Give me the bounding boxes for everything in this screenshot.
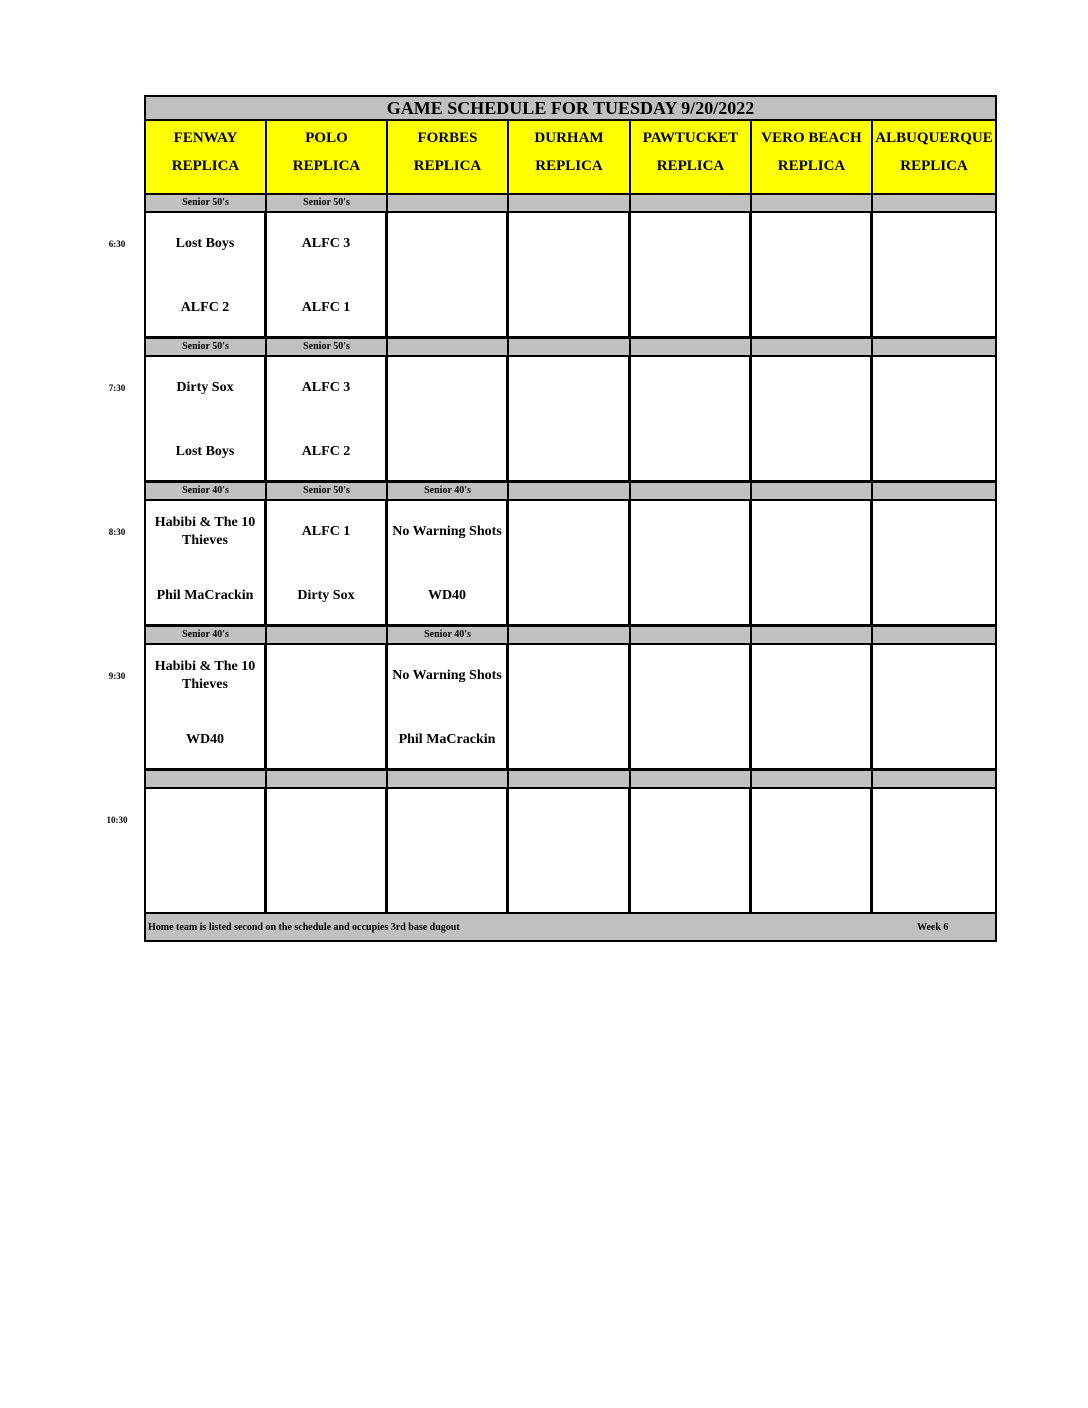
- division-label: [509, 483, 631, 501]
- game-cell: [631, 501, 752, 627]
- home-team: [267, 853, 385, 915]
- field-subtitle: REPLICA: [656, 158, 725, 174]
- division-label: Senior 50's: [267, 195, 388, 213]
- game-cell: [509, 645, 631, 771]
- time-label: 6:30: [108, 239, 126, 249]
- game-cell: [267, 645, 388, 771]
- away-team: [631, 501, 749, 563]
- home-team: Lost Boys: [175, 444, 235, 459]
- away-team: Habibi & The 10 Thieves: [154, 515, 256, 548]
- game-cell: [752, 789, 873, 915]
- field-header: [146, 121, 267, 195]
- field-header: [873, 121, 995, 195]
- away-team: [509, 501, 628, 563]
- home-team: [752, 565, 870, 627]
- home-team: [752, 277, 870, 339]
- away-team: [752, 213, 870, 275]
- home-team: [509, 853, 628, 915]
- away-team: [873, 645, 995, 707]
- field-name: PAWTUCKET: [642, 130, 739, 146]
- game-cell: [873, 357, 995, 483]
- division-label: [752, 339, 873, 357]
- away-team: [873, 357, 995, 419]
- home-team: [752, 709, 870, 771]
- division-label: [631, 339, 752, 357]
- home-team: [267, 709, 385, 771]
- field-header: [752, 121, 873, 195]
- game-cell: [873, 789, 995, 915]
- division-label: [631, 195, 752, 213]
- time-label: 7:30: [108, 383, 126, 393]
- field-name: DURHAM: [534, 130, 604, 146]
- field-subtitle: REPLICA: [900, 158, 968, 174]
- game-cell: [267, 357, 388, 483]
- field-name: VERO BEACH: [761, 130, 862, 146]
- away-team: Lost Boys: [175, 236, 235, 251]
- division-label: [509, 339, 631, 357]
- home-team: [388, 277, 506, 339]
- division-label: Senior 50's: [146, 339, 267, 357]
- field-subtitle: REPLICA: [535, 158, 603, 174]
- away-team: [388, 357, 506, 419]
- division-label: [267, 627, 388, 645]
- away-team: [388, 789, 506, 851]
- home-team: ALFC 2: [301, 444, 351, 459]
- away-team: [509, 357, 628, 419]
- game-cell: [146, 645, 267, 771]
- game-cell: [752, 357, 873, 483]
- field-subtitle: REPLICA: [171, 158, 240, 174]
- away-team: Habibi & The 10 Thieves: [154, 659, 256, 692]
- field-name: FENWAY: [173, 130, 238, 146]
- home-team: WD40: [185, 732, 225, 747]
- home-team: [873, 709, 995, 771]
- game-cell: [388, 501, 509, 627]
- home-team: Dirty Sox: [297, 588, 355, 603]
- away-team: ALFC 1: [301, 524, 351, 539]
- home-team: [146, 853, 264, 915]
- game-cell: [509, 357, 631, 483]
- home-team: [873, 277, 995, 339]
- game-cell: [631, 357, 752, 483]
- game-cell: [631, 645, 752, 771]
- home-team: [388, 421, 506, 483]
- home-team: [388, 853, 506, 915]
- division-label: [873, 195, 995, 213]
- game-cell: [146, 501, 267, 627]
- home-team: [631, 565, 749, 627]
- home-team: Phil MaCrackin: [156, 588, 254, 603]
- home-team: ALFC 2: [180, 300, 230, 315]
- footer-note: Home team is listed second on the schedule and occupies 3rd base dugout: [148, 922, 460, 933]
- game-cell: [509, 789, 631, 915]
- division-label: Senior 40's: [146, 483, 267, 501]
- division-label: [509, 627, 631, 645]
- away-team: ALFC 3: [301, 380, 351, 395]
- home-team: ALFC 1: [301, 300, 351, 315]
- division-label: [509, 771, 631, 789]
- home-team: [509, 565, 628, 627]
- division-label: [388, 339, 509, 357]
- game-cell: [509, 213, 631, 339]
- home-team: [752, 853, 870, 915]
- home-team: [509, 277, 628, 339]
- division-label: [873, 771, 995, 789]
- game-cell: [146, 789, 267, 915]
- division-label: [267, 771, 388, 789]
- game-cell: [631, 789, 752, 915]
- division-label: [388, 771, 509, 789]
- field-header: [267, 121, 388, 195]
- game-cell: [388, 357, 509, 483]
- game-cell: [631, 213, 752, 339]
- field-header: [509, 121, 631, 195]
- time-label: 8:30: [108, 527, 126, 537]
- away-team: [631, 645, 749, 707]
- game-cell: [752, 645, 873, 771]
- division-label: [873, 483, 995, 501]
- division-label: [631, 627, 752, 645]
- division-label: [873, 339, 995, 357]
- division-label: Senior 50's: [146, 195, 267, 213]
- home-team: [631, 853, 749, 915]
- division-label: Senior 50's: [267, 339, 388, 357]
- division-label: [146, 771, 267, 789]
- field-name: ALBUQUERQUE: [875, 130, 993, 146]
- home-team: [509, 709, 628, 771]
- away-team: [873, 213, 995, 275]
- away-team: No Warning Shots: [392, 524, 502, 539]
- field-subtitle: REPLICA: [777, 158, 846, 174]
- game-cell: [873, 501, 995, 627]
- home-team: [631, 709, 749, 771]
- away-team: ALFC 3: [301, 236, 351, 251]
- field-header: [631, 121, 752, 195]
- away-team: [631, 357, 749, 419]
- away-team: No Warning Shots: [392, 668, 502, 683]
- field-subtitle: REPLICA: [413, 158, 482, 174]
- division-label: Senior 40's: [388, 483, 509, 501]
- away-team: [267, 645, 385, 707]
- field-subtitle: REPLICA: [292, 158, 361, 174]
- home-team: [873, 565, 995, 627]
- away-team: [752, 789, 870, 851]
- division-label: [752, 627, 873, 645]
- away-team: [267, 789, 385, 851]
- game-cell: [873, 213, 995, 339]
- game-cell: [267, 789, 388, 915]
- game-cell: [388, 645, 509, 771]
- division-label: [752, 771, 873, 789]
- away-team: [873, 789, 995, 851]
- game-cell: [752, 213, 873, 339]
- field-name: POLO: [305, 130, 348, 146]
- away-team: [388, 213, 506, 275]
- away-team: [752, 357, 870, 419]
- game-cell: [388, 789, 509, 915]
- home-team: [873, 421, 995, 483]
- division-label: [631, 771, 752, 789]
- time-label: 10:30: [106, 815, 128, 825]
- home-team: Phil MaCrackin: [398, 732, 496, 747]
- footer-bar: [146, 914, 995, 940]
- game-cell: [267, 213, 388, 339]
- division-label: [752, 195, 873, 213]
- division-label: [388, 195, 509, 213]
- away-team: [146, 789, 264, 851]
- division-label: Senior 40's: [388, 627, 509, 645]
- time-label: 9:30: [108, 671, 126, 681]
- away-team: [752, 501, 870, 563]
- field-header: [388, 121, 509, 195]
- away-team: Dirty Sox: [176, 380, 234, 395]
- away-team: [631, 213, 749, 275]
- schedule-title: GAME SCHEDULE FOR TUESDAY 9/20/2022: [146, 97, 995, 121]
- home-team: [873, 853, 995, 915]
- game-cell: [146, 213, 267, 339]
- home-team: [631, 277, 749, 339]
- game-cell: [146, 357, 267, 483]
- game-cell: [873, 645, 995, 771]
- home-team: WD40: [427, 588, 467, 603]
- away-team: [873, 501, 995, 563]
- division-label: [509, 195, 631, 213]
- field-name: FORBES: [417, 130, 478, 146]
- division-label: Senior 50's: [267, 483, 388, 501]
- game-cell: [388, 213, 509, 339]
- away-team: [752, 645, 870, 707]
- game-cell: [509, 501, 631, 627]
- home-team: [752, 421, 870, 483]
- away-team: [631, 789, 749, 851]
- game-cell: [267, 501, 388, 627]
- home-team: [509, 421, 628, 483]
- division-label: Senior 40's: [146, 627, 267, 645]
- away-team: [509, 789, 628, 851]
- away-team: [509, 213, 628, 275]
- home-team: [631, 421, 749, 483]
- away-team: [509, 645, 628, 707]
- game-cell: [752, 501, 873, 627]
- division-label: [631, 483, 752, 501]
- division-label: [752, 483, 873, 501]
- division-label: [873, 627, 995, 645]
- week-label: Week 6: [917, 922, 949, 933]
